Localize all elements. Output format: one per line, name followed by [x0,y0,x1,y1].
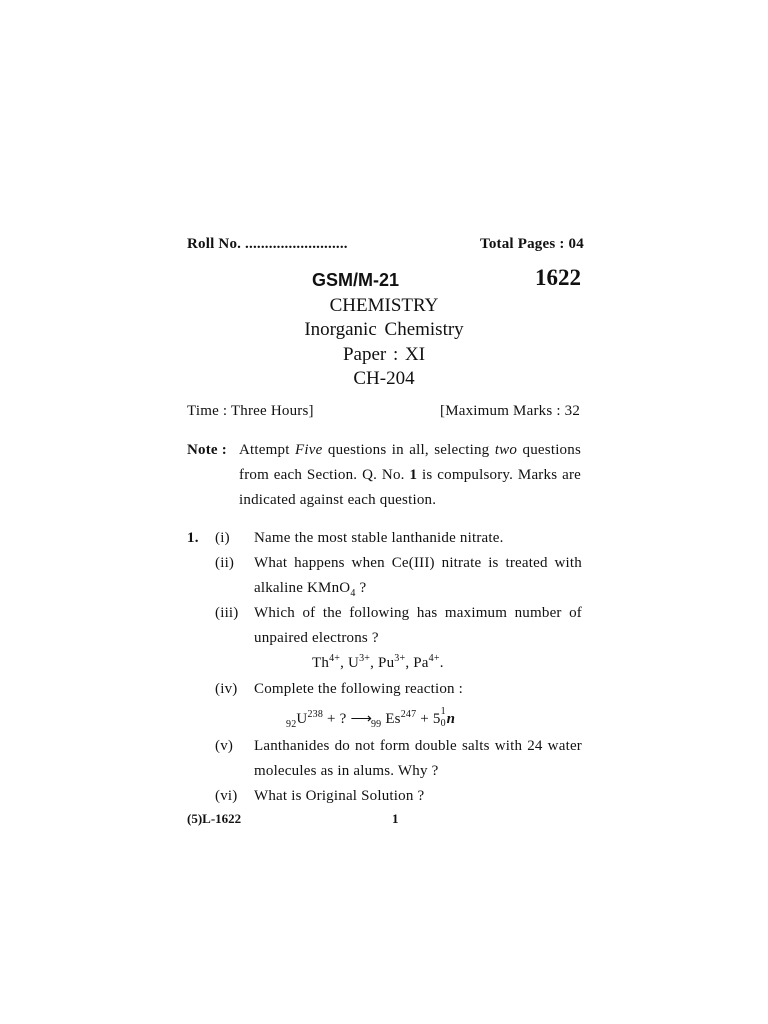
note-label: Note : [187,442,227,458]
note-line-3: indicated against each question. [239,492,437,508]
time-allowed: Time : Three Hours] [187,403,314,419]
part-text: What happens when Ce(III) nitrate is treated with [254,555,582,571]
part-text: unpaired electrons ? [254,630,379,646]
ion-list: $Th^{4+}$, $U^{3+}$, $Pu^{3+}$, $Pa^{4+}$. [312,653,444,671]
part-number: (v) [215,738,234,754]
roll-number-line: Roll No. .......................... [187,236,348,252]
part-text: Lanthanides do not form double salts with 24 water [254,738,582,754]
part-text: Name the most stable lanthanide nitrate. [254,530,504,546]
part-number: (ii) [215,555,235,571]
part-text: What is Original Solution ? [254,788,425,804]
part-text: Which of the following has maximum number of [254,605,582,621]
part-number: (i) [215,530,230,546]
total-pages: Total Pages : 04 [480,236,584,252]
paper-title: Paper : XI [342,344,426,365]
reaction-arrow: ⟶ [350,711,371,727]
paper-number: 1622 [535,265,581,290]
part-number: (vi) [215,788,238,804]
part-text: Complete the following reaction : [254,681,464,697]
note-line-2: from each Section. Q. No. 1 is compulsory. Marks are [239,467,581,483]
question-number: 1. [187,530,199,546]
nuclear-reaction: $_{92}U^{238}$ + ? $⟶_{99}$ $Es^{247} + 5$ 1 0 n [286,706,456,730]
part-number: (iii) [215,605,239,621]
course-code: CH-204 [353,368,415,389]
part-number: (iv) [215,681,238,697]
subject-title: CHEMISTRY [329,295,439,316]
page-number: 1 [392,811,399,826]
footer-code: (5)L-1622 [187,811,242,826]
maximum-marks: [Maximum Marks : 32 [440,403,581,419]
branch-title: Inorganic Chemistry [304,319,464,340]
paper-code: GSM/M-21 [312,270,400,290]
part-text: molecules as in alums. Why ? [254,763,439,779]
part-text: alkaline KMnO$_4$ ? [254,580,367,599]
note-line-1: Attempt Five questions in all, selecting two questions [239,442,581,458]
